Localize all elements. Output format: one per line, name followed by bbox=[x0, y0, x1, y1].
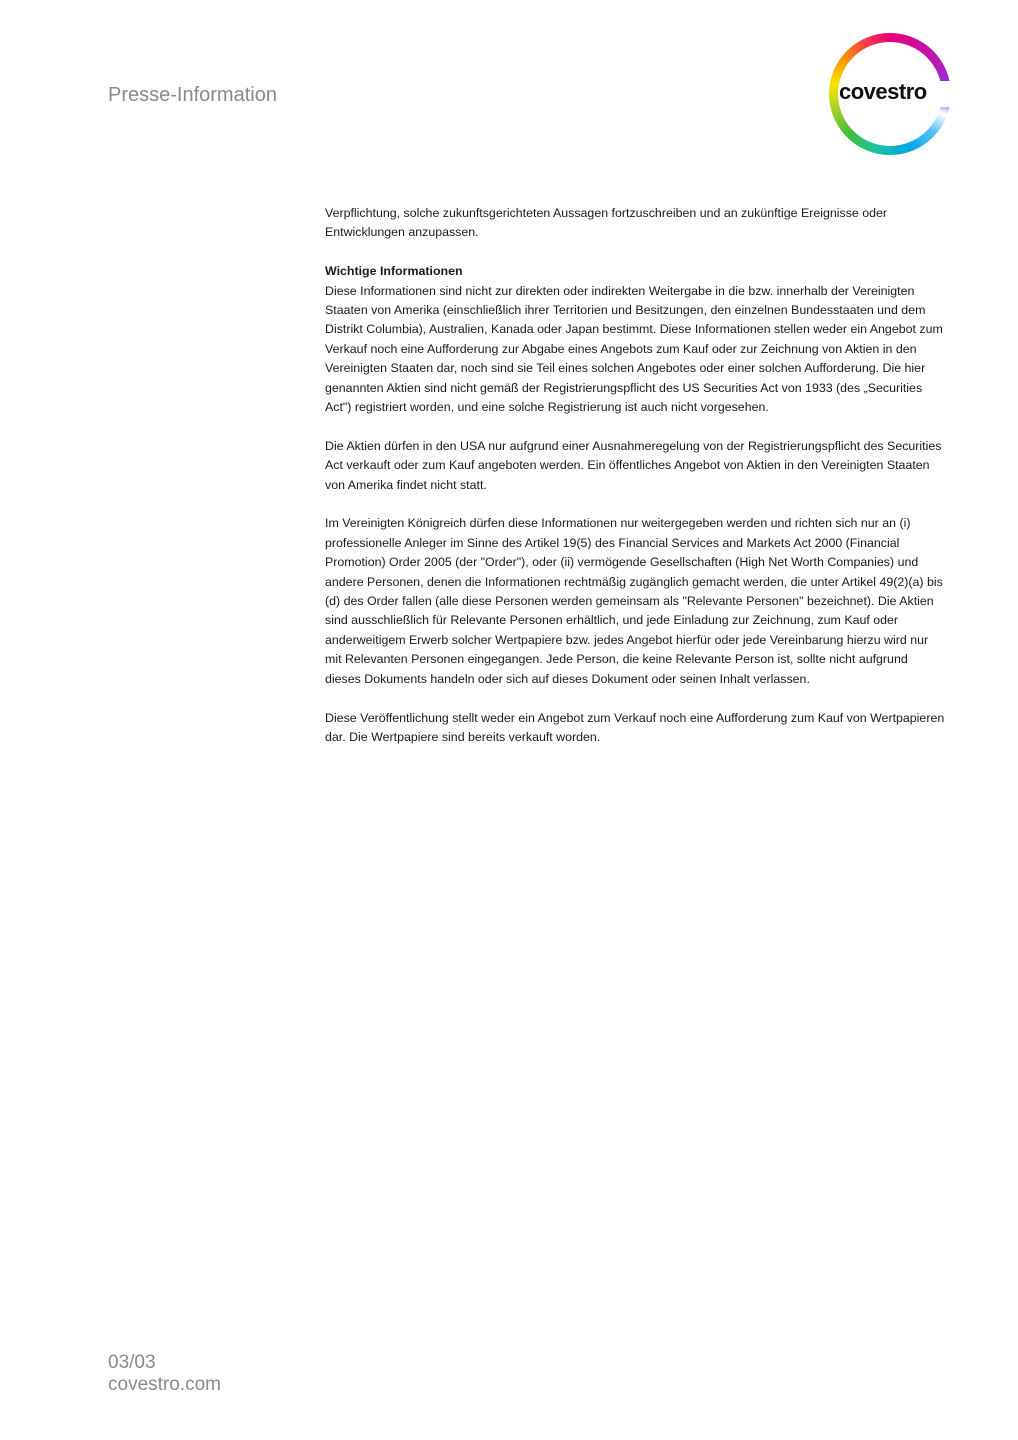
intro-paragraph: Verpflichtung, solche zukunftsgerichteten Aussagen fortzuschreiben und an zukünftige Ereignisse oder Entwicklungen anzupassen. bbox=[325, 206, 888, 240]
section-heading: Wichtige Informationen bbox=[325, 264, 463, 279]
page-header-title: Presse-Information bbox=[108, 84, 277, 106]
website-link[interactable]: covestro.com bbox=[108, 1374, 221, 1395]
page-number: 03/03 bbox=[108, 1352, 156, 1373]
document-body bbox=[325, 204, 945, 767]
paragraph: Diese Veröffentlichung stellt weder ein Angebot zum Verkauf noch eine Aufforderung zum Kauf von Wertpapieren dar. Die Wertpapiere sind bereits verkauft worden. bbox=[325, 710, 945, 744]
page-footer bbox=[108, 1352, 221, 1396]
paragraph: Diese Informationen sind nicht zur direkten oder indirekten Weitergabe in die bzw. innerhalb der Vereinigten Staaten von Amerika (einschließlich ihrer Territorien und Besitzungen, den einzelnen Bundesstaaten und dem Distrikt Columbia), Australien, Kanada oder Japan bestimmt. Diese Informationen stellen weder ein Angebot zum Verkauf noch eine Aufforderung zur Abgabe eines Angebots zum Kauf oder zur Zeichnung von Aktien in den Vereinigten Staaten dar, noch sind sie Teil eines solchen Angebotes oder einer solchen Aufforderung. Die hier genannten Aktien sind nicht gemäß der Registrierungspflicht des US Securities Act von 1933 (des „Securities Act") registriert worden, und eine solche Registrierung ist auch nicht vorgesehen. bbox=[325, 283, 943, 415]
covestro-logo bbox=[829, 33, 951, 155]
logo-wordmark: covestro bbox=[839, 79, 927, 104]
paragraph: Die Aktien dürfen in den USA nur aufgrund einer Ausnahmeregelung von der Registrierungspflicht des Securities Act verkauft oder zum Kauf angeboten werden. Ein öffentliches Angebot von Aktien in den Vereinigten Staaten von Amerika findet nicht statt. bbox=[325, 438, 942, 492]
important-info-section bbox=[325, 262, 945, 417]
paragraph: Im Vereinigten Königreich dürfen diese Informationen nur weitergegeben werden und richten sich nur an (i) professionelle Anleger im Sinne des Artikel 19(5) des Financial Services and Markets Act 2000 (Financial Promotion) Order 2005 (der "Order"), oder (ii) vermögende Gesellschaften (High Net Worth Companies) und andere Personen, denen die Informationen rechtmäßig zugänglich gemacht werden, die unter Artikel 49(2)(a) bis (d) des Order fallen (alle diese Personen werden gemeinsam als "Relevante Personen" bezeichnet). Die Aktien sind ausschließlich für Relevante Personen erhältlich, und jede Einladung zur Zeichnung, zum Kauf oder anderweitigem Erwerb solcher Wertpapiere bzw. jedes Angebot hierfür oder jede Vereinbarung hierzu wird nur mit Relevanten Personen eingegangen. Jede Person, die keine Relevante Person ist, sollte nicht aufgrund dieses Dokuments handeln oder sich auf dieses Dokument oder seinen Inhalt verlassen. bbox=[325, 516, 943, 686]
